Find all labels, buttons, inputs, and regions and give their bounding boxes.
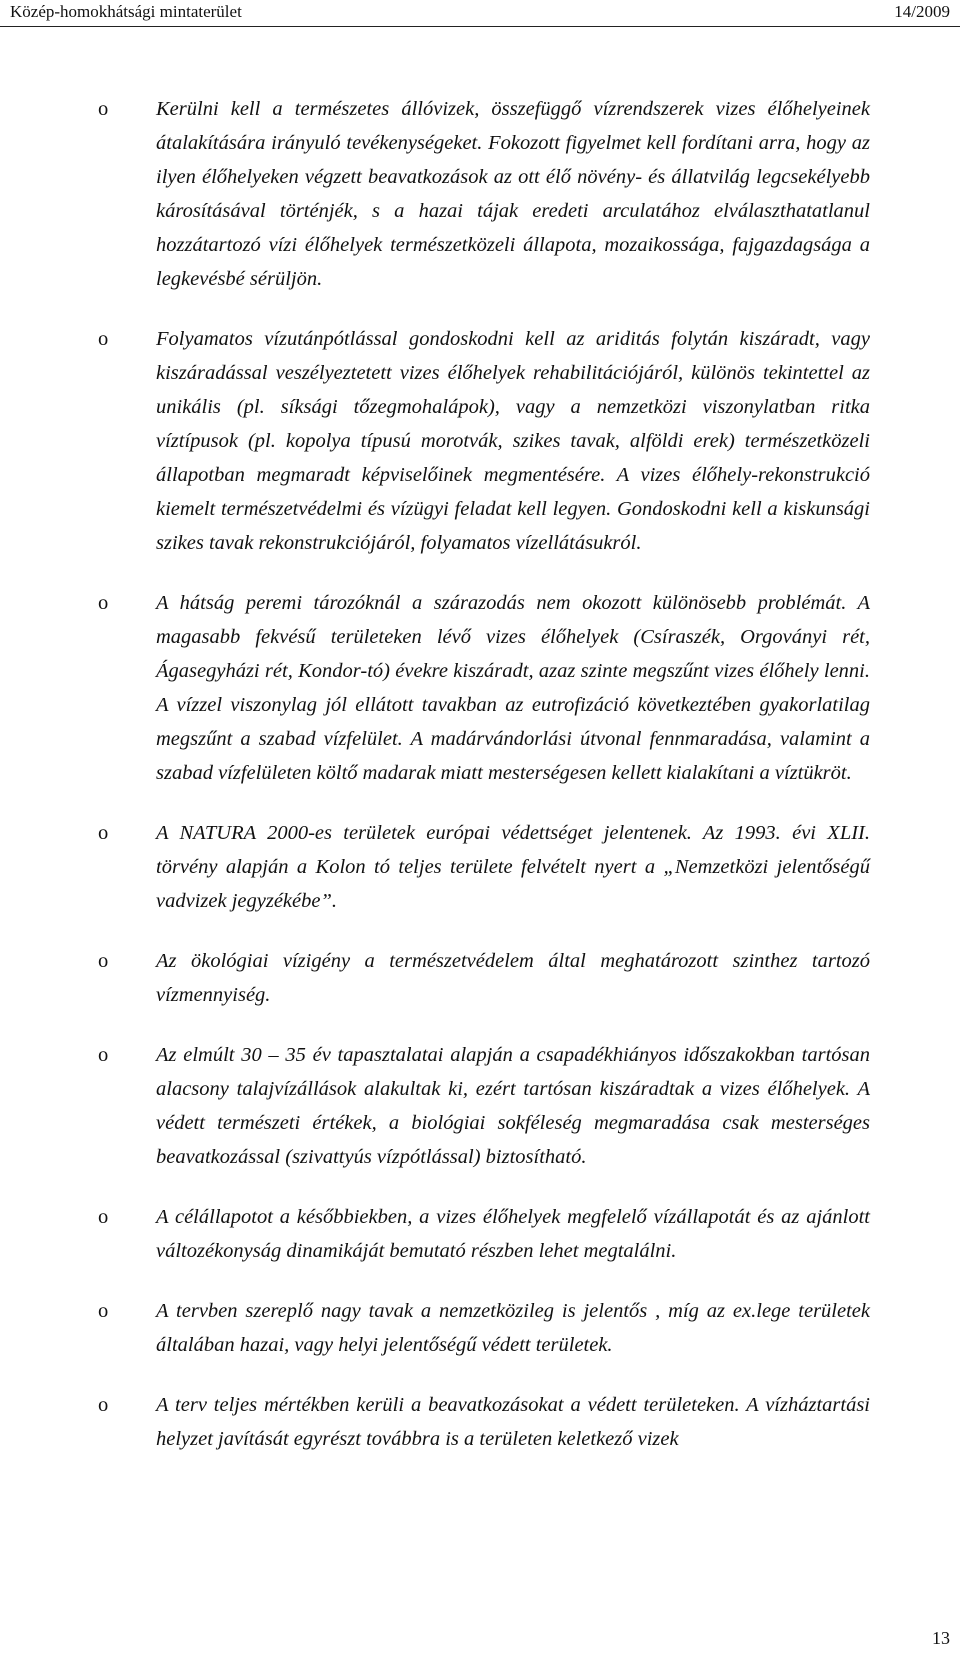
list-item-text <box>156 92 870 296</box>
bullet-marker: o <box>98 592 109 614</box>
text-run: A terv teljes mértékben kerüli a beavatkozásokat a védett területeken. A vízháztartási helyzet javítását egyrészt továbbra is a területen keletkező vizek <box>156 1394 870 1450</box>
text-run: A hátság peremi tározóknál a szárazodás nem okozott különösebb problémát. A magasabb fekvésű területeken lévő vizes élőhelyek (Csíraszék, Orgoványi rét, Ágasegyházi rét, Kondor-tó) évekre kiszáradt, azaz szinte megszűnt vizes élőhely lenni. A vízzel viszonylag jól ellátott tavakban az eutrofizáció következtében gyakorlatilag megszűnt a szabad vízfelület. A madárvándorlási útvonal fennmaradása, valamint a szabad vízfelületen költő madarak miatt mesterségesen kellett kialakítani a víztükröt. <box>156 592 870 784</box>
header-title: Közép-homokhátsági mintaterület <box>10 2 242 21</box>
bullet-marker: o <box>98 1300 109 1322</box>
text-run: A NATURA 2000-es területek európai védettséget jelentenek. Az 1993. évi XLII. törvény alapján a Kolon tó teljes területe felvételt nyert a „Nemzetközi jelentőségű vadvizek jegyzékébe”. <box>156 822 870 912</box>
list-item <box>98 1200 870 1268</box>
bullet-list <box>98 92 870 1482</box>
text-run: Folyamatos vízutánpótlással gondoskodni kell az ariditás folytán kiszáradt, vagy kiszáradással veszélyeztetett vizes élőhelyek rehabilitációjáról, különös tekintettel az unikális (pl. síksági tőzegmohalápok), vagy a nemzetközi viszonylatban ritka víztípusok (pl. kopolya típusú morotvák, szikes tavak, alföldi erek) természetközeli állapotban megmaradt képviselőinek megmentésére. A vizes élőhely-rekonstrukció kiemelt természetvédelmi és vízügyi feladat kell legyen. Gondoskodni kell a kiskunsági szikes tavak rekonstrukciójáról, folyamatos vízellátásukról. <box>156 328 870 554</box>
bullet-marker: o <box>98 1394 109 1416</box>
list-item-text <box>156 816 870 918</box>
text-run: Kerülni kell a természetes állóvizek, összefüggő vízrendszerek vizes élőhelyeinek átalakítására irányuló tevékenységeket. Fokozott figyelmet kell fordítani arra, hogy az ilyen élőhelyeken végzett beavatkozások az ott élő növény- és állatvilág legcsekélyebb károsításával történjék, s a hazai tájak eredeti arculatához elválaszthatatlanul hozzátartozó vízi élőhelyek természetközeli állapota, mozaikossága, fajgazdagsága a legkevésbé sérüljön. <box>156 98 870 290</box>
list-item-text <box>156 1388 870 1456</box>
list-item <box>98 1038 870 1174</box>
bullet-marker: o <box>98 98 109 120</box>
bullet-marker: o <box>98 1044 109 1066</box>
page-header <box>0 0 960 27</box>
list-item-text <box>156 1200 870 1268</box>
bullet-marker: o <box>98 328 109 350</box>
page-number: 13 <box>932 1628 950 1648</box>
bullet-marker: o <box>98 822 109 844</box>
text-run: Az ökológiai vízigény a természetvédelem által meghatározott szinthez tartozó vízmennyiség. <box>156 950 870 1006</box>
list-item <box>98 1294 870 1362</box>
text-run: A tervben szereplő nagy tavak a nemzetközileg is jelentős , míg az ex.lege területek általában hazai, vagy helyi jelentőségű védett területek. <box>156 1300 870 1356</box>
list-item <box>98 322 870 560</box>
list-item <box>98 586 870 790</box>
list-item-text <box>156 944 870 1012</box>
header-doc-number: 14/2009 <box>894 2 950 21</box>
list-item-text <box>156 1294 870 1362</box>
list-item <box>98 944 870 1012</box>
bullet-marker: o <box>98 1206 109 1228</box>
list-item-text <box>156 586 870 790</box>
list-item <box>98 1388 870 1456</box>
list-item-text <box>156 1038 870 1174</box>
list-item <box>98 816 870 918</box>
list-item <box>98 92 870 296</box>
bullet-marker: o <box>98 950 109 972</box>
text-run: A célállapotot a későbbiekben, a vizes élőhelyek megfelelő vízállapotát és az ajánlott változékonyság dinamikáját bemutató részben lehet megtalálni. <box>156 1206 870 1262</box>
text-run: Az elmúlt 30 – 35 év tapasztalatai alapján a csapadékhiányos időszakokban tartósan alacsony talajvízállások alakultak ki, ezért tartósan kiszáradtak a vizes élőhelyek. A védett természeti értékek, a biológiai sokféleség megmaradása csak mesterséges beavatkozással (szivattyús vízpótlással) biztosítható. <box>156 1044 870 1168</box>
list-item-text <box>156 322 870 560</box>
